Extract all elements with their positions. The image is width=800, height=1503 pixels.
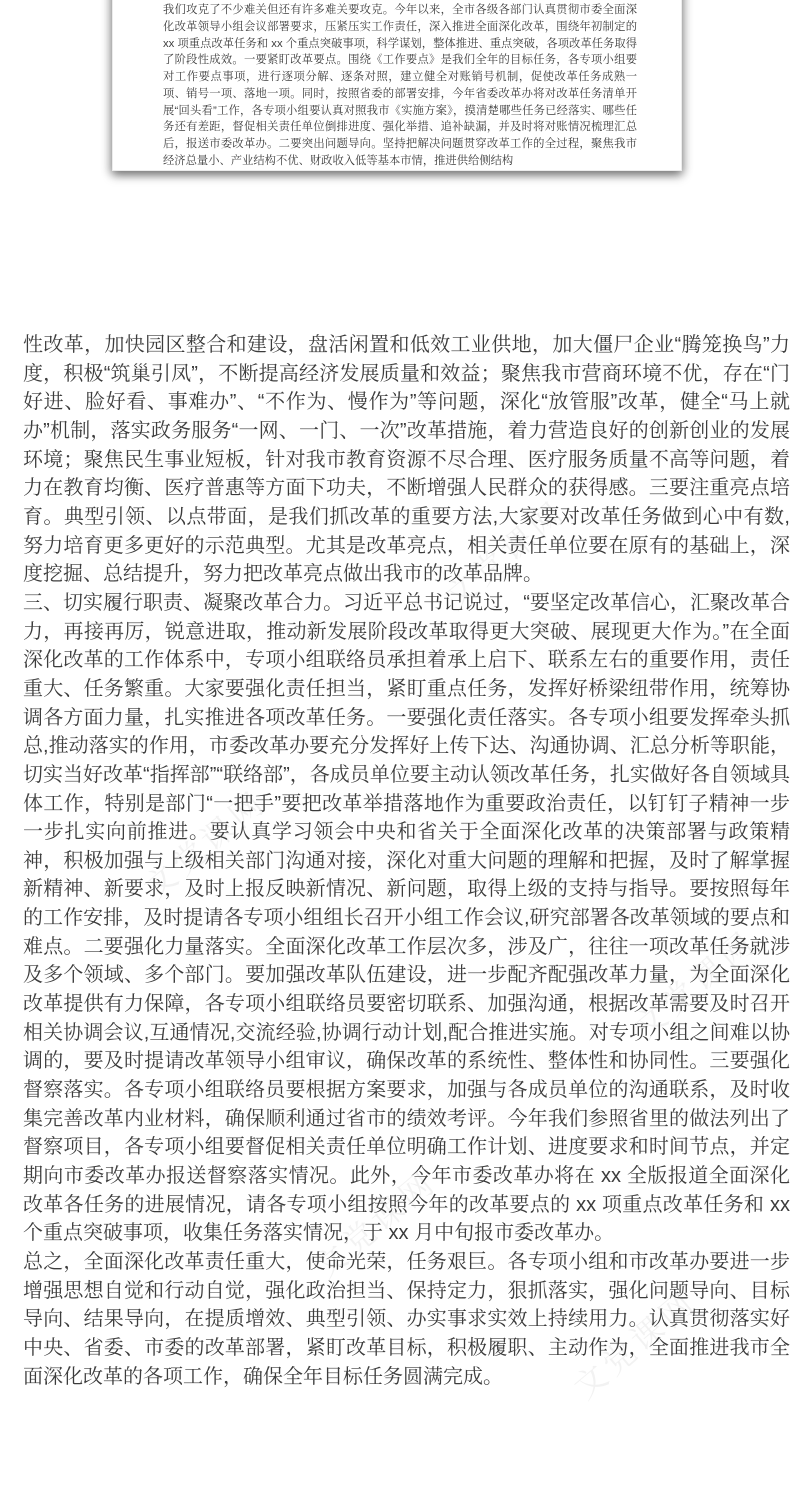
- article-body: [23, 331, 790, 1391]
- watermark-text: 文党课网: [137, 783, 274, 906]
- paragraph-structural-reform: 性改革，加快园区整合和建设，盘活闲置和低效工业供地，加大僵尸企业“腾笼换鸟”力度，积极“筑巢引凤”，不断提高经济发展质量和效益；聚焦我市营商环境不优，存在“门好进、脸好看、事难办”、“不作为、慢作为”等问题，深化“放管服”改革，健全“马上就办”机制，落实政务服务“一网、一门、一次”改革措施，着力营造良好的创新创业的发展环境；聚焦民生事业短板，针对我市教育资源不尽合理、医疗服务质量不高等问题，着力在教育均衡、医疗普惠等方面下功夫，不断增强人民群众的获得感。三要注重亮点培育。典型引领、以点带面，是我们抓改革的重要方法,大家要对改革任务做到心中有数,努力培育更多更好的示范典型。尤其是改革亮点，相关责任单位要在原有的基础上，深度挖掘、总结提升，努力把改革亮点做出我市的改革品牌。: [23, 334, 790, 586]
- watermark-text: 文党课网: [627, 923, 764, 1046]
- watermark-text: 文党课网: [567, 1283, 704, 1406]
- paragraph-section-three-duties: 三、切实履行职责、凝聚改革合力。习近平总书记说过，“要坚定改革信心，汇聚改革合力，再接再厉，锐意进取，推动新发展阶段改革取得更大突破、展现更大作为。”在全面深化改革的工作体系中，专项小组联络员承担着承上启下、联系左右的重要作用，责任重大、任务繁重。大家要强化责任担当，紧盯重点任务，发挥好桥梁纽带作用，统筹协调各方面力量，扎实推进各项改革任务。一要强化责任落实。各专项小组要发挥牵头抓总,推动落实的作用，市委改革办要充分发挥好上传下达、沟通协调、汇总分析等职能，切实当好改革“指挥部”“联络部”，各成员单位要主动认领改革任务，扎实做好各自领域具体工作，特别是部门“一把手”要把改革举措落地作为重要政治责任，以钉钉子精神一步一步扎实向前推进。要认真学习领会中央和省关于全面深化改革的决策部署与政策精神，积极加强与上级相关部门沟通对接，深化对重大问题的理解和把握，及时了解掌握新精神、新要求，及时上报反映新情况、新问题，取得上级的支持与指导。要按照每年的工作安排，及时提请各专项小组组长召开小组工作会议,研究部署各改革领域的要点和难点。二要强化力量落实。全面深化改革工作层次多，涉及广，往往一项改革任务就涉及多个领域、多个部门。要加强改革队伍建设，进一步配齐配强改革力量，为全面深化改革提供有力保障，各专项小组联络员要密切联系、加强沟通，根据改革需要及时召开相关协调会议,互通情况,交流经验,协调行动计划,配合推进实施。对专项小组之间难以协调的，要及时提请改革领导小组审议，确保改革的系统性、整体性和协同性。三要强化督察落实。各专项小组联络员要根据方案要求，加强与各成员单位的沟通联系，及时收集完善改革内业材料，确保顺利通过省市的绩效考评。今年我们参照省里的做法列出了督察项目，各专项小组要督促相关责任单位明确工作计划、进度要求和时间节点，并定期向市委改革办报送督察落实情况。此外，今年市委改革办将在 xx 全版报道全面深化改革各任务的进展情况，请各专项小组按照今年的改革要点的 xx 项重点改革任务和 xx 个重点突破事项，收集任务落实情况，于 xx 月中旬报市委改革办。: [23, 591, 790, 1245]
- watermark-text: 文党课网: [437, 493, 574, 616]
- paragraph-conclusion: 总之，全面深化改革责任重大，使命光荣，任务艰巨。各专项小组和市改革办要进一步增强思想自觉和行动自觉，强化政治担当、保持定力，狠抓落实，强化问题导向、目标导向、结果导向，在提质增效、典型引领、办实事求实效上持续用力。认真贯彻落实好中央、省委、市委的改革部署，紧盯改革目标，积极履职、主动作为，全面推进我市全面深化改革的各项工作，确保全年目标任务圆满完成。: [23, 1251, 790, 1388]
- preview-page-text: 我们攻克了不少难关但还有许多难关要攻克。今年以来，全市各级各部门认真贯彻市委全面深化改革领导小组会议部署要求，压紧压实工作责任，深入推进全面深化改革，围绕年初制定的 xx 项重点改革任务和 xx 个重点突破事项，科学谋划，整体推进、重点突破，各项改革任务取得了阶段性成效。一要紧盯改革要点。围绕《工作要点》是我们全年的目标任务，各专项小组要对工作要点事项，进行逐项分解、逐条对照，建立健全对账销号机制，促使改革任务成熟一项、销号一项、落地一项。同时，按照省委的部署安排，今年省委改革办将对改革任务清单开展“回头看”工作，各专项小组要认真对照我市《实施方案》，摸清楚哪些任务已经落实、哪些任务还有差距，督促相关责任单位倒排进度、强化举措、追补缺漏，并及时将对账情况梳理汇总后，报送市委改革办。二要突出问题导向。坚持把解决问题贯穿改革工作的全过程，聚焦我市经济总量小、产业结构不优、财政收入低等基本市情，推进供给侧结构: [163, 4, 637, 167]
- watermark-text: 文党课网: [307, 1163, 444, 1286]
- page-preview-card: [112, 0, 682, 171]
